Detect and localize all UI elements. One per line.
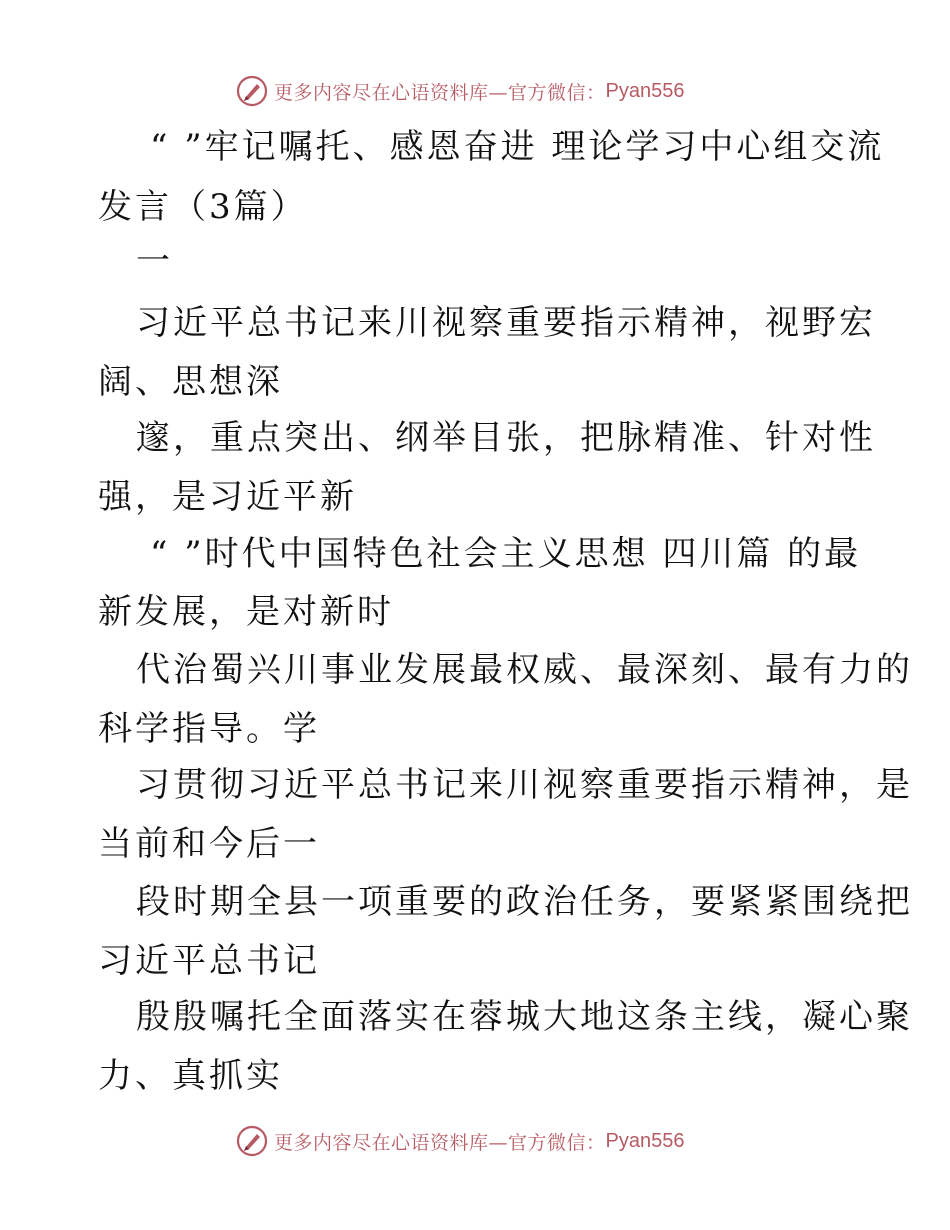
body-line: 习贯彻习近平总书记来川视察重要指示精神，是 — [136, 765, 913, 805]
body-line: 段时期全县一项重要的政治任务，要紧紧围绕把 — [136, 882, 913, 922]
watermark-text: 更多内容尽在心语资料库—官方微信： — [274, 81, 606, 104]
body-line: 当前和今后一 — [98, 824, 320, 864]
body-line: 阔、思想深 — [98, 362, 283, 402]
pen-logo-icon — [236, 1125, 268, 1157]
title-line-1: “ ”牢记嘱托、感恩奋进 理论学习中心组交流 — [150, 127, 885, 167]
watermark-text: 更多内容尽在心语资料库—官方微信： — [274, 1131, 606, 1154]
section-number: 一 — [136, 241, 173, 281]
body-line: 强，是习近平新 — [98, 477, 357, 517]
body-line: 代治蜀兴川事业发展最权威、最深刻、最有力的 — [136, 650, 913, 690]
title-line-2: 发言（3篇） — [98, 187, 308, 227]
body-line: 力、真抓实 — [98, 1056, 283, 1096]
body-line: “ ”时代中国特色社会主义思想 四川篇 的最 — [150, 534, 862, 574]
watermark-handle: Pyan556 — [605, 79, 685, 102]
body-line: 新发展，是对新时 — [98, 592, 394, 632]
body-line: 邃，重点突出、纲举目张，把脉精准、针对性 — [136, 418, 876, 458]
body-line: 习近平总书记来川视察重要指示精神，视野宏 — [136, 303, 876, 343]
watermark-handle: Pyan556 — [605, 1129, 685, 1152]
body-line: 殷殷嘱托全面落实在蓉城大地这条主线，凝心聚 — [136, 997, 913, 1037]
body-line: 科学指导。学 — [98, 709, 320, 749]
body-line: 习近平总书记 — [98, 941, 320, 981]
watermark-footer — [236, 1124, 684, 1158]
